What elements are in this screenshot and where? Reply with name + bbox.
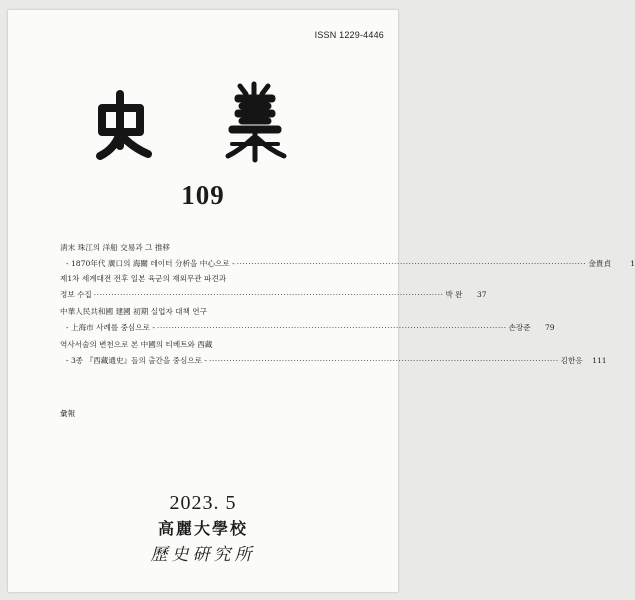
toc-entry-page: 79 xyxy=(544,323,555,332)
toc-entry xyxy=(60,290,487,302)
toc-entry xyxy=(60,308,354,319)
toc-entry-page: 37 xyxy=(476,290,487,299)
toc-entry xyxy=(60,275,354,286)
toc-entry-author: 金貴貞 xyxy=(588,259,612,268)
toc-entry xyxy=(60,323,555,335)
toc-entry xyxy=(60,259,635,271)
toc-entry-title: 淸末 珠江의 洋船 交易과 그 推移 xyxy=(60,243,171,252)
toc-entry xyxy=(60,356,607,368)
toc-entry-title: - 1870年代 廣口의 海關 데이터 分析을 中心으로 - xyxy=(66,259,235,268)
toc-entry-title: 제1차 세계대전 전후 일본 육군의 재외무관 파견과 xyxy=(60,274,227,283)
toc-entry-title: 역사서술의 변천으로 본 中國의 티베트와 西藏 xyxy=(60,340,213,349)
toc-entry-title: - 3종 『西藏通史』들의 출간을 중심으로 - xyxy=(66,356,207,365)
toc-leader-dots: ························································································································ xyxy=(208,356,559,365)
toc-entry xyxy=(60,341,354,352)
toc-entry-author: 박 완 xyxy=(445,290,463,299)
toc-entry-title: - 上海市 사례를 중심으로 - xyxy=(66,323,155,332)
toc-leader-dots: ························································································································ xyxy=(93,290,444,299)
toc-entry-title: 中華人民共和國 建國 初期 실업자 대책 연구 xyxy=(60,307,207,316)
issue-number: 109 xyxy=(181,180,225,210)
toc-leader-dots: ························································································································ xyxy=(236,259,587,268)
title-char-chong xyxy=(228,84,284,160)
misc-section-label: 彙報 xyxy=(60,409,76,418)
toc-leader-dots: ························································································································ xyxy=(156,323,507,332)
publisher-university: 高麗大學校 xyxy=(157,519,248,538)
issn-number: ISSN 1229-4446 xyxy=(314,30,384,40)
journal-title-calligraphy xyxy=(90,80,314,164)
toc-entry xyxy=(60,244,354,255)
toc-entry-author: 손장준 xyxy=(508,323,531,332)
title-char-shi xyxy=(100,94,148,156)
journal-cover xyxy=(8,10,635,592)
toc-entry-title: 정보 수집 xyxy=(60,290,92,299)
toc-entry-page: 111 xyxy=(592,356,607,365)
toc-entry-author: 김한응 xyxy=(560,356,583,365)
publication-date: 2023. 5 xyxy=(169,492,237,514)
toc-entry-page: 1 xyxy=(630,259,635,268)
publisher-institute: 歷史硏究所 xyxy=(150,545,256,565)
journal-title xyxy=(90,80,314,164)
